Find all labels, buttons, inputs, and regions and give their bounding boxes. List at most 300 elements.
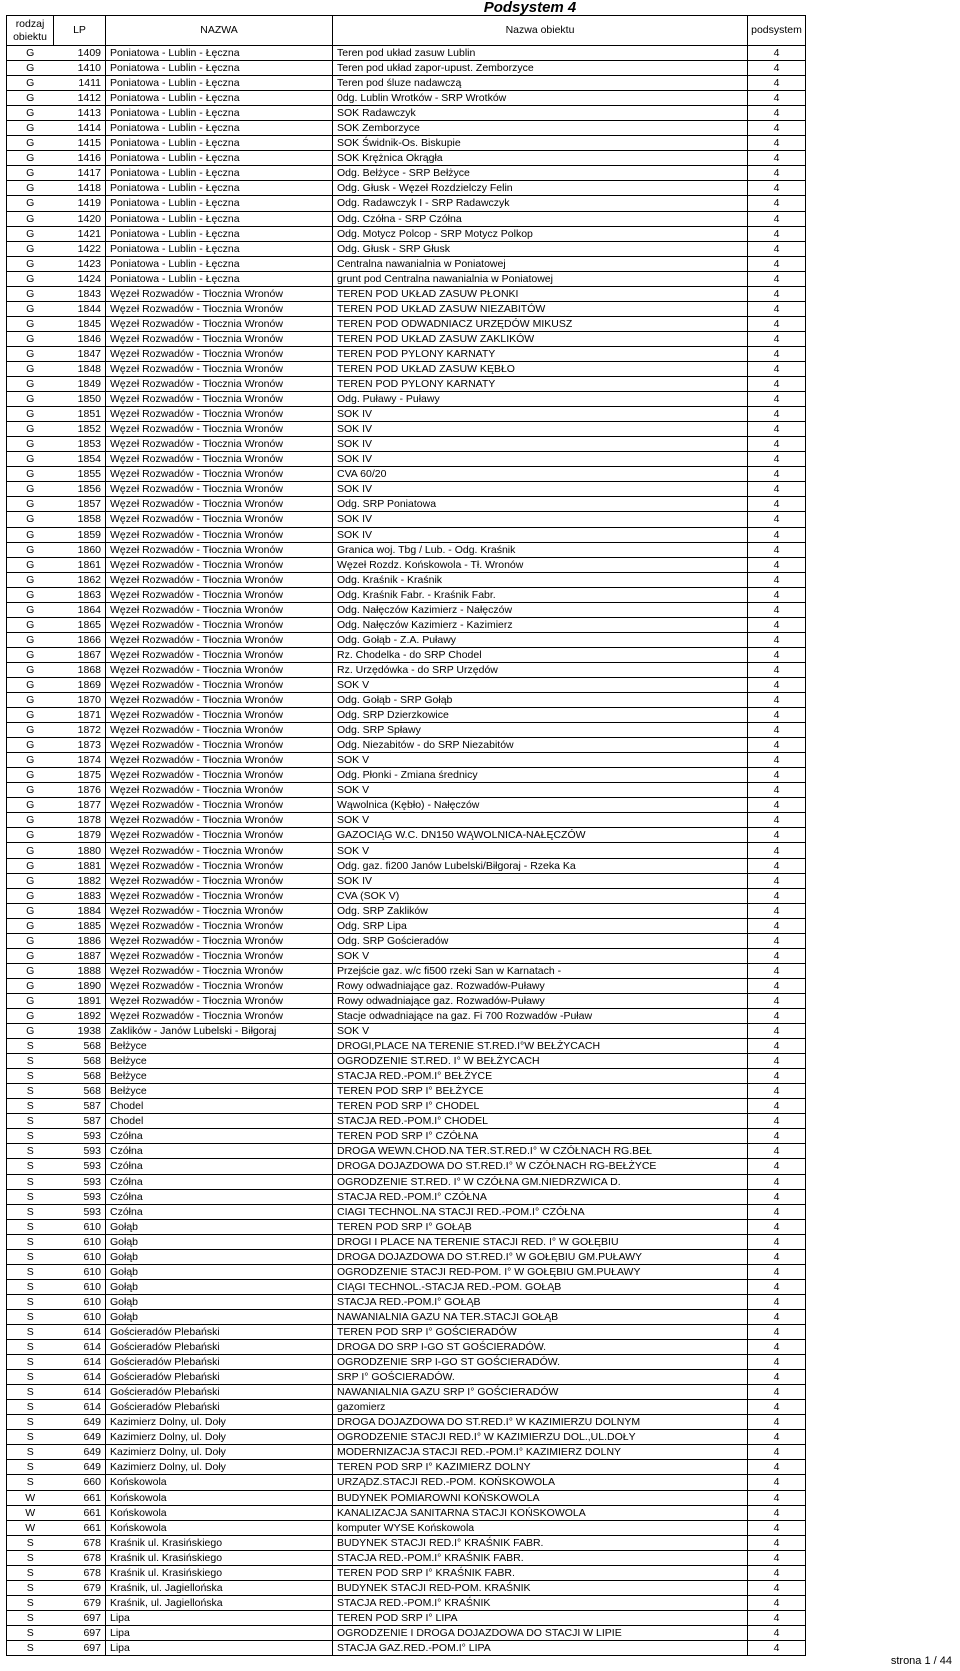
cell-rodzaj: G — [7, 1024, 54, 1039]
cell-nazwa: Węzeł Rozwadów - Tłocznia Wronów — [106, 753, 333, 768]
cell-nazwa-obiektu: Odg. Gołąb - SRP Gołąb — [333, 693, 748, 708]
cell-podsystem: 4 — [748, 1219, 806, 1234]
cell-rodzaj: S — [7, 1475, 54, 1490]
cell-nazwa-obiektu: TEREN POD SRP I° GOŁĄB — [333, 1219, 748, 1234]
table-row — [7, 873, 806, 888]
cell-podsystem: 4 — [748, 993, 806, 1008]
table-row — [7, 602, 806, 617]
table-row — [7, 677, 806, 692]
cell-podsystem: 4 — [748, 1460, 806, 1475]
cell-podsystem: 4 — [748, 1550, 806, 1565]
cell-podsystem: 4 — [748, 798, 806, 813]
cell-nazwa-obiektu: TEREN POD SRP I° KRAŚNIK FABR. — [333, 1565, 748, 1580]
cell-nazwa-obiektu: SOK V — [333, 813, 748, 828]
cell-nazwa-obiektu: Odg. Bełżyce - SRP Bełżyce — [333, 166, 748, 181]
cell-lp: 1862 — [54, 572, 106, 587]
cell-lp: 1859 — [54, 527, 106, 542]
cell-rodzaj: S — [7, 1099, 54, 1114]
cell-lp: 1879 — [54, 828, 106, 843]
cell-podsystem: 4 — [748, 271, 806, 286]
cell-podsystem: 4 — [748, 1355, 806, 1370]
cell-nazwa: Węzeł Rozwadów - Tłocznia Wronów — [106, 527, 333, 542]
cell-podsystem: 4 — [748, 933, 806, 948]
cell-nazwa: Kazimierz Dolny, ul. Doły — [106, 1460, 333, 1475]
cell-rodzaj: S — [7, 1430, 54, 1445]
table-row — [7, 1249, 806, 1264]
cell-podsystem: 4 — [748, 1099, 806, 1114]
cell-podsystem: 4 — [748, 1580, 806, 1595]
table-row — [7, 693, 806, 708]
cell-rodzaj: G — [7, 392, 54, 407]
cell-lp: 610 — [54, 1309, 106, 1324]
table-row — [7, 843, 806, 858]
cell-podsystem: 4 — [748, 1610, 806, 1625]
cell-rodzaj: S — [7, 1279, 54, 1294]
cell-lp: 1847 — [54, 346, 106, 361]
cell-nazwa: Węzeł Rozwadów - Tłocznia Wronów — [106, 948, 333, 963]
cell-nazwa: Węzeł Rozwadów - Tłocznia Wronów — [106, 708, 333, 723]
cell-rodzaj: W — [7, 1505, 54, 1520]
cell-lp: 679 — [54, 1580, 106, 1595]
cell-nazwa: Węzeł Rozwadów - Tłocznia Wronów — [106, 647, 333, 662]
cell-podsystem: 4 — [748, 497, 806, 512]
table-row — [7, 1144, 806, 1159]
cell-podsystem: 4 — [748, 587, 806, 602]
cell-rodzaj: G — [7, 993, 54, 1008]
cell-rodzaj: S — [7, 1535, 54, 1550]
table-row — [7, 903, 806, 918]
header-lp: LP — [54, 16, 106, 46]
table-row — [7, 753, 806, 768]
table-row — [7, 241, 806, 256]
cell-podsystem: 4 — [748, 1505, 806, 1520]
cell-lp: 1416 — [54, 151, 106, 166]
cell-lp: 614 — [54, 1355, 106, 1370]
cell-nazwa-obiektu: DROGA DOJAZDOWA DO ST.RED.I° W GOŁĘBIU GM.PUŁAWY — [333, 1249, 748, 1264]
cell-lp: 587 — [54, 1099, 106, 1114]
cell-nazwa-obiektu: TEREN POD ODWADNIACZ URZĘDÓW MIKUSZ — [333, 316, 748, 331]
table-row — [7, 1565, 806, 1580]
cell-lp: 1413 — [54, 106, 106, 121]
cell-nazwa: Węzeł Rozwadów - Tłocznia Wronów — [106, 467, 333, 482]
cell-lp: 1878 — [54, 813, 106, 828]
cell-rodzaj: S — [7, 1129, 54, 1144]
cell-rodzaj: G — [7, 166, 54, 181]
cell-rodzaj: G — [7, 677, 54, 692]
cell-rodzaj: G — [7, 693, 54, 708]
table-row — [7, 422, 806, 437]
cell-lp: 614 — [54, 1400, 106, 1415]
cell-rodzaj: G — [7, 151, 54, 166]
cell-rodzaj: G — [7, 377, 54, 392]
cell-podsystem: 4 — [748, 1009, 806, 1024]
cell-lp: 1852 — [54, 422, 106, 437]
cell-nazwa: Końskowola — [106, 1505, 333, 1520]
cell-rodzaj: S — [7, 1550, 54, 1565]
cell-lp: 1886 — [54, 933, 106, 948]
cell-podsystem: 4 — [748, 918, 806, 933]
cell-podsystem: 4 — [748, 61, 806, 76]
cell-lp: 614 — [54, 1385, 106, 1400]
cell-nazwa-obiektu: TEREN POD PYLONY KARNATY — [333, 346, 748, 361]
table-row — [7, 662, 806, 677]
cell-nazwa: Kazimierz Dolny, ul. Doły — [106, 1445, 333, 1460]
cell-podsystem: 4 — [748, 301, 806, 316]
cell-lp: 1855 — [54, 467, 106, 482]
cell-nazwa: Węzeł Rozwadów - Tłocznia Wronów — [106, 723, 333, 738]
cell-nazwa-obiektu: Węzeł Rozdz. Końskowola - Tł. Wronów — [333, 557, 748, 572]
cell-nazwa: Chodel — [106, 1099, 333, 1114]
cell-podsystem: 4 — [748, 738, 806, 753]
cell-nazwa: Węzeł Rozwadów - Tłocznia Wronów — [106, 662, 333, 677]
cell-podsystem: 4 — [748, 632, 806, 647]
cell-nazwa: Poniatowa - Lublin - Łęczna — [106, 46, 333, 61]
cell-nazwa-obiektu: Odg. SRP Gościeradów — [333, 933, 748, 948]
cell-nazwa-obiektu: OGRODZENIE ST.RED. I° W CZÓŁNA GM.NIEDRZWICA D. — [333, 1174, 748, 1189]
cell-nazwa: Węzeł Rozwadów - Tłocznia Wronów — [106, 617, 333, 632]
cell-rodzaj: G — [7, 136, 54, 151]
cell-lp: 649 — [54, 1445, 106, 1460]
table-row — [7, 91, 806, 106]
header-podsystem: podsystem — [748, 16, 806, 46]
cell-lp: 1858 — [54, 512, 106, 527]
table-row — [7, 1490, 806, 1505]
cell-nazwa: Węzeł Rozwadów - Tłocznia Wronów — [106, 738, 333, 753]
cell-nazwa: Węzeł Rozwadów - Tłocznia Wronów — [106, 798, 333, 813]
cell-nazwa-obiektu: CVA 60/20 — [333, 467, 748, 482]
cell-nazwa-obiektu: Odg. SRP Zaklików — [333, 903, 748, 918]
cell-rodzaj: G — [7, 422, 54, 437]
table-row — [7, 1324, 806, 1339]
cell-lp: 1867 — [54, 647, 106, 662]
cell-nazwa: Węzeł Rozwadów - Tłocznia Wronów — [106, 482, 333, 497]
cell-nazwa-obiektu: DROGA DOJAZDOWA DO ST.RED.I° W CZÓŁNACH RG-BEŁŻYCE — [333, 1159, 748, 1174]
cell-rodzaj: S — [7, 1144, 54, 1159]
table-row — [7, 617, 806, 632]
cell-lp: 1868 — [54, 662, 106, 677]
cell-podsystem: 4 — [748, 1309, 806, 1324]
cell-podsystem: 4 — [748, 1129, 806, 1144]
cell-rodzaj: G — [7, 963, 54, 978]
cell-nazwa-obiektu: MODERNIZACJA STACJI RED.-POM.I° KAZIMIERZ DOLNY — [333, 1445, 748, 1460]
cell-nazwa: Węzeł Rozwadów - Tłocznia Wronów — [106, 693, 333, 708]
table-row — [7, 76, 806, 91]
cell-nazwa-obiektu: SOK Świdnik-Os. Biskupie — [333, 136, 748, 151]
cell-podsystem: 4 — [748, 166, 806, 181]
table-row — [7, 1520, 806, 1535]
cell-nazwa: Lipa — [106, 1625, 333, 1640]
cell-nazwa: Kazimierz Dolny, ul. Doły — [106, 1415, 333, 1430]
cell-podsystem: 4 — [748, 1625, 806, 1640]
cell-nazwa-obiektu: Odg. Głusk - SRP Głusk — [333, 241, 748, 256]
table-row — [7, 1039, 806, 1054]
cell-nazwa: Węzeł Rozwadów - Tłocznia Wronów — [106, 346, 333, 361]
cell-lp: 614 — [54, 1370, 106, 1385]
cell-lp: 1412 — [54, 91, 106, 106]
table-row — [7, 407, 806, 422]
cell-nazwa: Węzeł Rozwadów - Tłocznia Wronów — [106, 858, 333, 873]
cell-rodzaj: G — [7, 241, 54, 256]
cell-rodzaj: G — [7, 106, 54, 121]
cell-lp: 1419 — [54, 196, 106, 211]
cell-lp: 610 — [54, 1219, 106, 1234]
table-row — [7, 196, 806, 211]
cell-podsystem: 4 — [748, 858, 806, 873]
cell-nazwa: Lipa — [106, 1640, 333, 1655]
cell-rodzaj: G — [7, 226, 54, 241]
table-row — [7, 1024, 806, 1039]
cell-nazwa: Poniatowa - Lublin - Łęczna — [106, 166, 333, 181]
cell-nazwa-obiektu: BUDYNEK STACJI RED-POM. KRAŚNIK — [333, 1580, 748, 1595]
cell-nazwa: Kraśnik ul. Krasińskiego — [106, 1535, 333, 1550]
cell-lp: 610 — [54, 1249, 106, 1264]
cell-nazwa: Końskowola — [106, 1475, 333, 1490]
cell-nazwa: Gościeradów Plebański — [106, 1355, 333, 1370]
cell-nazwa: Gołąb — [106, 1264, 333, 1279]
cell-lp: 1845 — [54, 316, 106, 331]
cell-rodzaj: G — [7, 708, 54, 723]
cell-nazwa: Węzeł Rozwadów - Tłocznia Wronów — [106, 888, 333, 903]
cell-podsystem: 4 — [748, 1370, 806, 1385]
cell-lp: 678 — [54, 1565, 106, 1580]
cell-lp: 1849 — [54, 377, 106, 392]
table-row — [7, 1505, 806, 1520]
cell-lp: 649 — [54, 1415, 106, 1430]
cell-lp: 1422 — [54, 241, 106, 256]
cell-nazwa-obiektu: Odg. SRP Lipa — [333, 918, 748, 933]
cell-lp: 1865 — [54, 617, 106, 632]
cell-rodzaj: S — [7, 1460, 54, 1475]
table-row — [7, 647, 806, 662]
cell-nazwa: Węzeł Rozwadów - Tłocznia Wronów — [106, 557, 333, 572]
table-row — [7, 377, 806, 392]
cell-nazwa-obiektu: SOK V — [333, 753, 748, 768]
cell-nazwa-obiektu: Odg. Głusk - Węzeł Rozdzielczy Felin — [333, 181, 748, 196]
cell-podsystem: 4 — [748, 1535, 806, 1550]
cell-nazwa-obiektu: OGRODZENIE ST.RED. I° W BEŁŻYCACH — [333, 1054, 748, 1069]
cell-lp: 697 — [54, 1640, 106, 1655]
cell-podsystem: 4 — [748, 828, 806, 843]
table-row — [7, 738, 806, 753]
cell-nazwa-obiektu: SOK IV — [333, 873, 748, 888]
cell-podsystem: 4 — [748, 1054, 806, 1069]
table-row — [7, 181, 806, 196]
cell-nazwa-obiektu: OGRODZENIE SRP I-GO ST GOŚCIERADÓW. — [333, 1355, 748, 1370]
cell-nazwa-obiektu: TEREN POD SRP I° CHODEL — [333, 1099, 748, 1114]
cell-lp: 1888 — [54, 963, 106, 978]
cell-nazwa: Węzeł Rozwadów - Tłocznia Wronów — [106, 422, 333, 437]
cell-nazwa: Węzeł Rozwadów - Tłocznia Wronów — [106, 316, 333, 331]
table-row — [7, 708, 806, 723]
cell-nazwa: Węzeł Rozwadów - Tłocznia Wronów — [106, 873, 333, 888]
cell-nazwa: Poniatowa - Lublin - Łęczna — [106, 106, 333, 121]
cell-podsystem: 4 — [748, 813, 806, 828]
cell-podsystem: 4 — [748, 76, 806, 91]
cell-nazwa: Węzeł Rozwadów - Tłocznia Wronów — [106, 407, 333, 422]
cell-nazwa: Węzeł Rozwadów - Tłocznia Wronów — [106, 286, 333, 301]
cell-podsystem: 4 — [748, 602, 806, 617]
cell-rodzaj: G — [7, 542, 54, 557]
cell-lp: 697 — [54, 1625, 106, 1640]
cell-rodzaj: G — [7, 316, 54, 331]
table-row — [7, 1460, 806, 1475]
cell-lp: 614 — [54, 1324, 106, 1339]
cell-nazwa-obiektu: SOK IV — [333, 452, 748, 467]
cell-podsystem: 4 — [748, 527, 806, 542]
cell-lp: 1851 — [54, 407, 106, 422]
cell-nazwa: Bełżyce — [106, 1054, 333, 1069]
cell-lp: 568 — [54, 1084, 106, 1099]
cell-nazwa-obiektu: NAWANIALNIA GAZU NA TER.STACJI GOŁĄB — [333, 1309, 748, 1324]
cell-nazwa-obiektu: STACJA RED.-POM.I° GOŁĄB — [333, 1294, 748, 1309]
cell-lp: 1887 — [54, 948, 106, 963]
cell-rodzaj: S — [7, 1355, 54, 1370]
cell-lp: 593 — [54, 1129, 106, 1144]
cell-nazwa: Węzeł Rozwadów - Tłocznia Wronów — [106, 301, 333, 316]
cell-nazwa: Węzeł Rozwadów - Tłocznia Wronów — [106, 392, 333, 407]
cell-lp: 1882 — [54, 873, 106, 888]
cell-lp: 1423 — [54, 256, 106, 271]
table-row — [7, 1580, 806, 1595]
cell-podsystem: 4 — [748, 1565, 806, 1580]
cell-lp: 678 — [54, 1535, 106, 1550]
cell-nazwa-obiektu: grunt pod Centralna nawanialnia w Poniatowej — [333, 271, 748, 286]
cell-rodzaj: G — [7, 482, 54, 497]
cell-nazwa: Kraśnik, ul. Jagiellońska — [106, 1580, 333, 1595]
cell-podsystem: 4 — [748, 843, 806, 858]
cell-podsystem: 4 — [748, 1264, 806, 1279]
cell-podsystem: 4 — [748, 1039, 806, 1054]
table-row — [7, 798, 806, 813]
cell-rodzaj: G — [7, 783, 54, 798]
cell-nazwa-obiektu: CVA (SOK V) — [333, 888, 748, 903]
cell-podsystem: 4 — [748, 677, 806, 692]
cell-nazwa-obiektu: TEREN POD UKŁAD ZASUW PŁONKI — [333, 286, 748, 301]
cell-nazwa-obiektu: SOK IV — [333, 437, 748, 452]
cell-nazwa: Czółna — [106, 1174, 333, 1189]
table-row — [7, 1219, 806, 1234]
cell-nazwa-obiektu: DROGI I PLACE NA TERENIE STACJI RED. I° W GOŁĘBIU — [333, 1234, 748, 1249]
cell-lp: 1885 — [54, 918, 106, 933]
cell-podsystem: 4 — [748, 1024, 806, 1039]
cell-lp: 593 — [54, 1159, 106, 1174]
cell-nazwa-obiektu: TEREN POD UKŁAD ZASUW NIEZABITÓW — [333, 301, 748, 316]
table-row — [7, 1129, 806, 1144]
cell-nazwa-obiektu: SOK V — [333, 677, 748, 692]
cell-nazwa-obiektu: Odg. Płonki - Zmiana średnicy — [333, 768, 748, 783]
cell-podsystem: 4 — [748, 963, 806, 978]
cell-lp: 1421 — [54, 226, 106, 241]
cell-rodzaj: G — [7, 858, 54, 873]
cell-nazwa-obiektu: TEREN POD SRP I° GOŚCIERADÓW — [333, 1324, 748, 1339]
cell-nazwa-obiektu: KANALIZACJA SANITARNA STACJI KOŃSKOWOLA — [333, 1505, 748, 1520]
cell-nazwa: Gościeradów Plebański — [106, 1340, 333, 1355]
cell-nazwa: Węzeł Rozwadów - Tłocznia Wronów — [106, 843, 333, 858]
cell-podsystem: 4 — [748, 256, 806, 271]
cell-rodzaj: S — [7, 1415, 54, 1430]
cell-rodzaj: S — [7, 1625, 54, 1640]
table-row — [7, 1400, 806, 1415]
cell-rodzaj: W — [7, 1520, 54, 1535]
cell-podsystem: 4 — [748, 392, 806, 407]
cell-rodzaj: G — [7, 647, 54, 662]
cell-nazwa-obiektu: Odg. SRP Dzierzkowice — [333, 708, 748, 723]
cell-nazwa-obiektu: Rz. Chodelka - do SRP Chodel — [333, 647, 748, 662]
cell-nazwa-obiektu: Odg. SRP Poniatowa — [333, 497, 748, 512]
cell-nazwa-obiektu: OGRODZENIE STACJI RED-POM. I° W GOŁĘBIU GM.PUŁAWY — [333, 1264, 748, 1279]
cell-rodzaj: G — [7, 91, 54, 106]
cell-rodzaj: G — [7, 587, 54, 602]
table-row — [7, 963, 806, 978]
table-row — [7, 512, 806, 527]
cell-podsystem: 4 — [748, 181, 806, 196]
table-row — [7, 572, 806, 587]
cell-nazwa-obiektu: TEREN POD PYLONY KARNATY — [333, 377, 748, 392]
table-row — [7, 1475, 806, 1490]
cell-nazwa: Poniatowa - Lublin - Łęczna — [106, 271, 333, 286]
cell-podsystem: 4 — [748, 1475, 806, 1490]
table-row — [7, 1415, 806, 1430]
cell-nazwa-obiektu: STACJA RED.-POM.I° CHODEL — [333, 1114, 748, 1129]
table-row — [7, 918, 806, 933]
cell-podsystem: 4 — [748, 903, 806, 918]
table-row — [7, 497, 806, 512]
cell-nazwa-obiektu: STACJA RED.-POM.I° CZÓŁNA — [333, 1189, 748, 1204]
cell-nazwa: Węzeł Rozwadów - Tłocznia Wronów — [106, 452, 333, 467]
cell-nazwa: Czółna — [106, 1159, 333, 1174]
table-row — [7, 1309, 806, 1324]
table-row — [7, 1625, 806, 1640]
cell-nazwa-obiektu: CIĄGI TECHNOL.-STACJA RED.-POM. GOŁĄB — [333, 1279, 748, 1294]
cell-lp: 1860 — [54, 542, 106, 557]
cell-lp: 593 — [54, 1144, 106, 1159]
table-row — [7, 1610, 806, 1625]
cell-nazwa-obiektu: BUDYNEK POMIAROWNI KOŃSKOWOLA — [333, 1490, 748, 1505]
cell-nazwa-obiektu: TEREN POD SRP I° LIPA — [333, 1610, 748, 1625]
cell-nazwa: Czółna — [106, 1204, 333, 1219]
cell-rodzaj: G — [7, 46, 54, 61]
cell-nazwa-obiektu: Odg. Kraśnik - Kraśnik — [333, 572, 748, 587]
cell-rodzaj: S — [7, 1565, 54, 1580]
cell-nazwa: Gościeradów Plebański — [106, 1370, 333, 1385]
cell-nazwa: Gołąb — [106, 1219, 333, 1234]
cell-rodzaj: G — [7, 723, 54, 738]
cell-rodzaj: G — [7, 918, 54, 933]
cell-nazwa-obiektu: Centralna nawanialnia w Poniatowej — [333, 256, 748, 271]
cell-nazwa-obiektu: gazomierz — [333, 1400, 748, 1415]
cell-nazwa-obiektu: DROGA DO SRP I-GO ST GOŚCIERADÓW. — [333, 1340, 748, 1355]
cell-podsystem: 4 — [748, 1640, 806, 1655]
table-row — [7, 437, 806, 452]
header-nazwa: NAZWA — [106, 16, 333, 46]
cell-rodzaj: G — [7, 271, 54, 286]
table-row — [7, 1054, 806, 1069]
cell-lp: 1861 — [54, 557, 106, 572]
cell-lp: 661 — [54, 1490, 106, 1505]
cell-nazwa: Węzeł Rozwadów - Tłocznia Wronów — [106, 783, 333, 798]
cell-nazwa-obiektu: TEREN POD SRP I° KAZIMIERZ DOLNY — [333, 1460, 748, 1475]
table-row — [7, 286, 806, 301]
cell-nazwa-obiektu: Odg. Puławy - Puławy — [333, 392, 748, 407]
cell-rodzaj: G — [7, 768, 54, 783]
cell-nazwa: Poniatowa - Lublin - Łęczna — [106, 61, 333, 76]
cell-lp: 697 — [54, 1610, 106, 1625]
cell-lp: 1864 — [54, 602, 106, 617]
table-row — [7, 1294, 806, 1309]
cell-nazwa: Węzeł Rozwadów - Tłocznia Wronów — [106, 331, 333, 346]
table-row — [7, 632, 806, 647]
cell-lp: 587 — [54, 1114, 106, 1129]
